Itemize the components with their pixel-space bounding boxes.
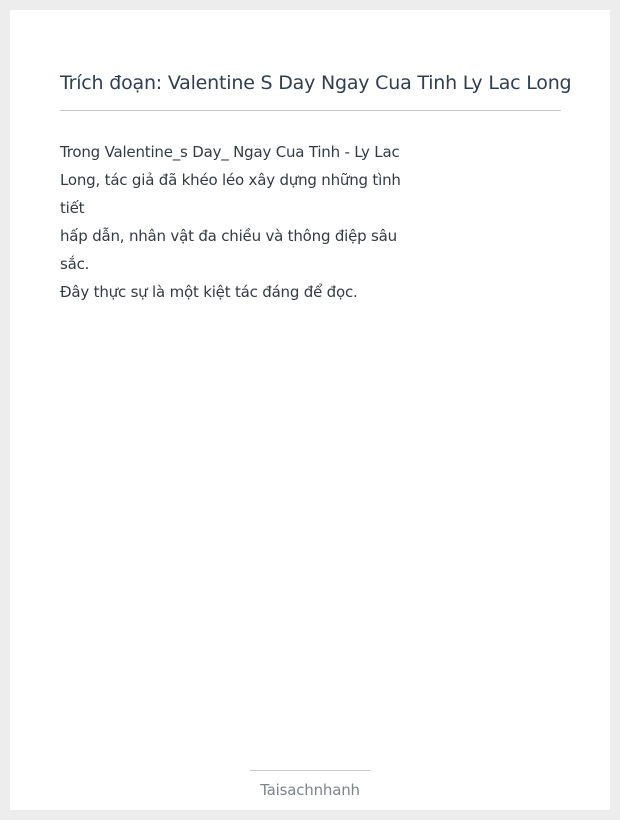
paragraph-conclusion: Đây thực sự là một kiệt tác đáng để đọc.	[60, 283, 358, 301]
footer-source: Taisachnhanh	[260, 781, 360, 799]
paragraph-intro: Trong Valentine_s Day_ Ngay Cua Tinh - Ly Lac Long, tác giả đã khéo léo xây dựng những tình tiết	[60, 143, 401, 217]
title-divider	[60, 110, 561, 111]
document-title: Trích đoạn: Valentine S Day Ngay Cua Tinh Ly Lac Long	[60, 72, 572, 94]
paragraph-details: hấp dẫn, nhân vật đa chiều và thông điệp sâu sắc.	[60, 227, 397, 273]
document-page	[10, 10, 610, 810]
footer-divider	[250, 770, 371, 771]
excerpt-body	[60, 138, 405, 306]
